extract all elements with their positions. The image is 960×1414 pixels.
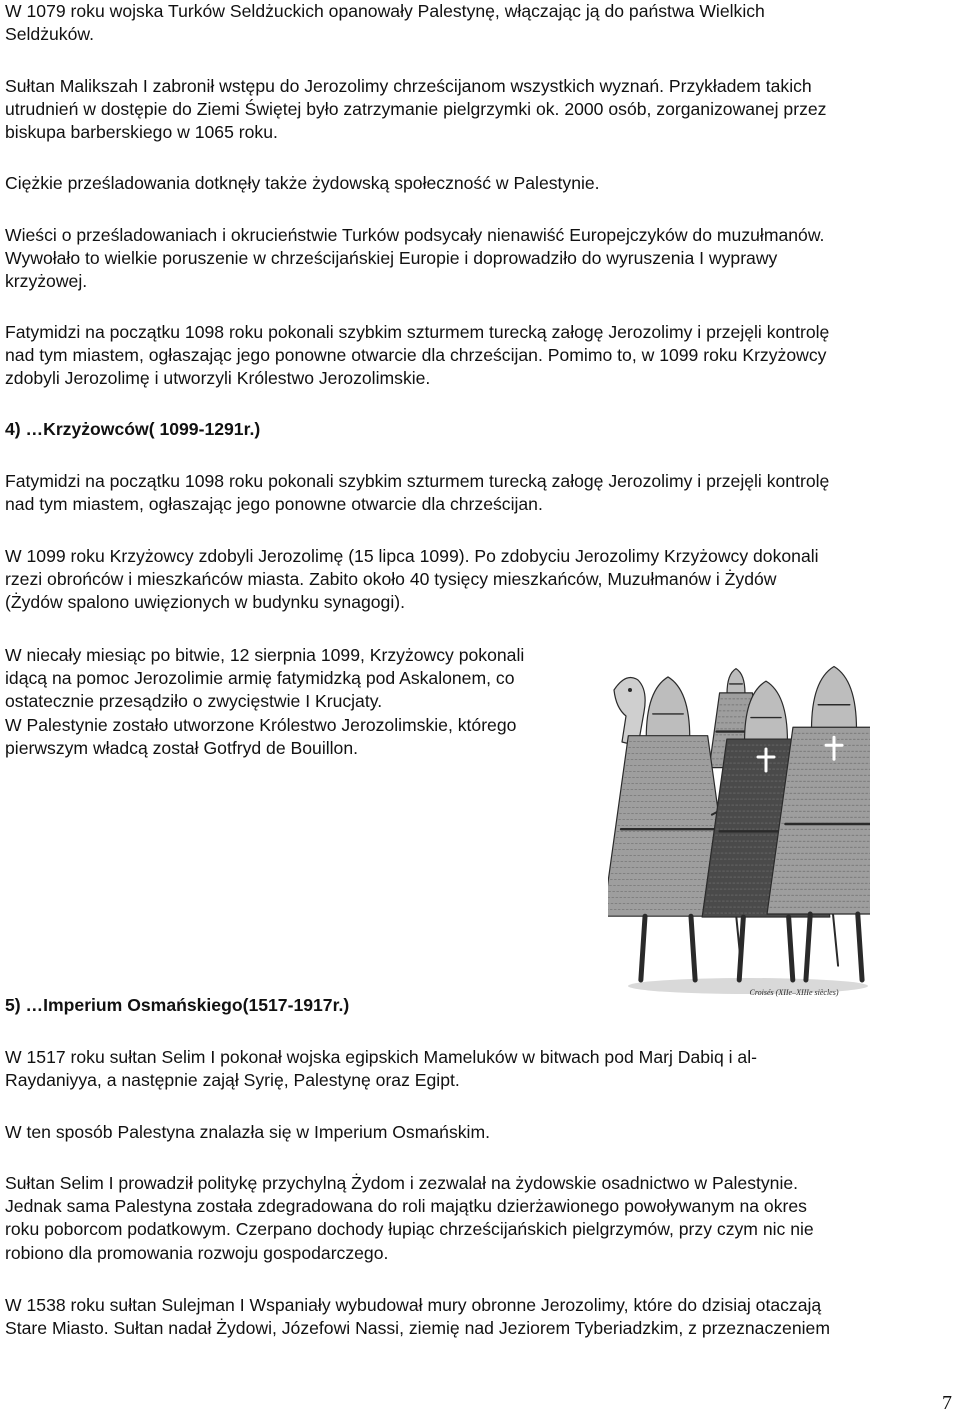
heading-text: 5) …Imperium Osmańskiego(1517-1917r.)	[5, 995, 350, 1015]
paragraph-seljuks	[5, 0, 765, 46]
text-line: utrudnień w dostępie do Ziemi Świętej było zatrzymanie pielgrzymki ok. 2000 osób, zorganizowanej przez	[5, 99, 827, 120]
text-line: Fatymidzi na początku 1098 roku pokonali szybkim szturmem turecką załogę Jerozolimy i przejęli kontrolę	[5, 471, 830, 491]
paragraph-persecution	[5, 172, 600, 195]
text-line: Stare Miasto. Sułtan nadał Żydowi, Józefowi Nassi, ziemię nad Jeziorem Tyberiadzkim, z przeznaczeniem	[5, 1318, 830, 1339]
paragraph-selim-policy	[5, 1172, 814, 1265]
horse-eye	[628, 688, 632, 692]
knight-leg-right	[858, 914, 862, 980]
text-line: Fatymidzi na początku 1098 roku pokonali szybkim szturmem turecką załogę Jerozolimy i przejęli kontrolę	[5, 322, 830, 342]
text-line: W 1517 roku sułtan Selim I pokonał wojska egipskich Mameluków w bitwach pod Marj Dabiq i al-	[5, 1047, 757, 1067]
page-number: 7	[942, 1392, 952, 1414]
heading-text: 4) …Krzyżowców( 1099-1291r.)	[5, 419, 261, 439]
paragraph-fatimids-2	[5, 470, 829, 516]
knight-leg-left	[806, 914, 810, 980]
text-line: Raydaniyya, a następnie zajął Syrię, Palestynę oraz Egipt.	[5, 1070, 460, 1091]
text-line: nad tym miastem, ogłaszając jego ponowne otwarcie dla chrześcijan.	[5, 494, 543, 515]
paragraph-suleiman	[5, 1294, 830, 1340]
text-line: Wieści o prześladowaniach i okrucieństwie Turków podsycały nienawiść Europejczyków do muzułmanów.	[5, 225, 825, 245]
paragraph-ottoman	[5, 1121, 490, 1144]
knight-helmet	[745, 681, 788, 741]
knight-leg-left	[641, 916, 645, 980]
text-line: W 1079 roku wojska Turków Seldżuckich opanowały Palestynę, włączając ją do państwa Wielkich	[5, 1, 765, 21]
paragraph-selim-1517	[5, 1046, 757, 1092]
text-line: Seldżuków.	[5, 24, 94, 45]
text-line: krzyżowej.	[5, 271, 88, 292]
text-line: Sułtan Malikszah I zabronił wstępu do Jerozolimy chrześcijanom wszystkich wyznań. Przykładem takich	[5, 76, 812, 96]
paragraph-crusaders-1099	[5, 545, 819, 615]
text-line: W 1538 roku sułtan Sulejman I Wspaniały wybudował mury obronne Jerozolimy, które do dzisiaj otaczają	[5, 1295, 822, 1315]
text-line: Sułtan Selim I prowadził politykę przychylną Żydom i zezwalał na żydowskie osadnictwo w Palestynie.	[5, 1173, 799, 1193]
section-heading-crusaders	[5, 418, 260, 441]
knight-leg-right	[789, 917, 793, 980]
text-line: (Żydów spalono uwięzionych w budynku synagogi).	[5, 592, 405, 613]
paragraph-fatimids-1	[5, 321, 829, 391]
text-line: pierwszym władcą został Gotfryd de Bouillon.	[5, 737, 359, 758]
paragraph-askalon	[5, 644, 524, 760]
text-line: zdobyli Jerozolimę i utworzyli Królestwo Jerozolimskie.	[5, 368, 431, 389]
figure-caption: Croisés (XIIe–XIIIe siècles)	[749, 988, 839, 997]
text-line: Wywołało to wielkie poruszenie w chrześcijańskiej Europie i doprowadziło do wyruszenia I wyprawy	[5, 248, 778, 269]
paragraph-malikszah	[5, 75, 826, 145]
text-line: W niecały miesiąc po bitwie, 12 sierpnia 1099, Krzyżowcy pokonali	[5, 645, 525, 665]
knight-leg-left	[739, 917, 743, 980]
text-line: W Palestynie zostało utworzone Królestwo Jerozolimskie, którego	[5, 714, 517, 735]
text-line: ostatecznie przesądziło o zwycięstwie I Krucjaty.	[5, 691, 383, 712]
text-line: rzezi obrońców i mieszkańców miasta. Zabito około 40 tysięcy mieszkańców, Muzułmanów i Żydów	[5, 569, 777, 590]
text-line: nad tym miastem, ogłaszając jego ponowne otwarcie dla chrześcijan. Pomimo to, w 1099 roku Krzyżowcy	[5, 345, 827, 366]
text-line: robiono dla promowania rozwoju gospodarczego.	[5, 1242, 389, 1263]
knight-helmet	[646, 677, 690, 738]
text-line: roku poborcom podatkowym. Czerpano dochody łupiąc chrześcijańskich pielgrzymów, przy czym nic nie	[5, 1219, 814, 1240]
text-line: Ciężkie prześladowania dotknęły także żydowską społeczność w Palestynie.	[5, 173, 600, 193]
knight-helmet	[727, 669, 745, 694]
text-line: W ten sposób Palestyna znalazła się w Imperium Osmańskim.	[5, 1122, 490, 1142]
paragraph-news	[5, 224, 824, 294]
knight-helmet	[812, 667, 857, 730]
text-line: W 1099 roku Krzyżowcy zdobyli Jerozolimę (15 lipca 1099). Po zdobyciu Jerozolimy Krzyżowcy dokonali	[5, 546, 819, 566]
text-line: biskupa barberskiego w 1065 roku.	[5, 122, 278, 143]
text-line: idącą na pomoc Jerozolimie armię fatymidzką pod Askalonem, co	[5, 668, 515, 689]
crusaders-engraving	[608, 650, 870, 1002]
text-line: Jednak sama Palestyna została zdegradowana do roli majątku dzierżawionego powoływanym na okres	[5, 1196, 807, 1217]
crusaders-illustration	[608, 650, 870, 1002]
section-heading-ottoman	[5, 994, 349, 1017]
knight-leg-right	[691, 916, 695, 980]
